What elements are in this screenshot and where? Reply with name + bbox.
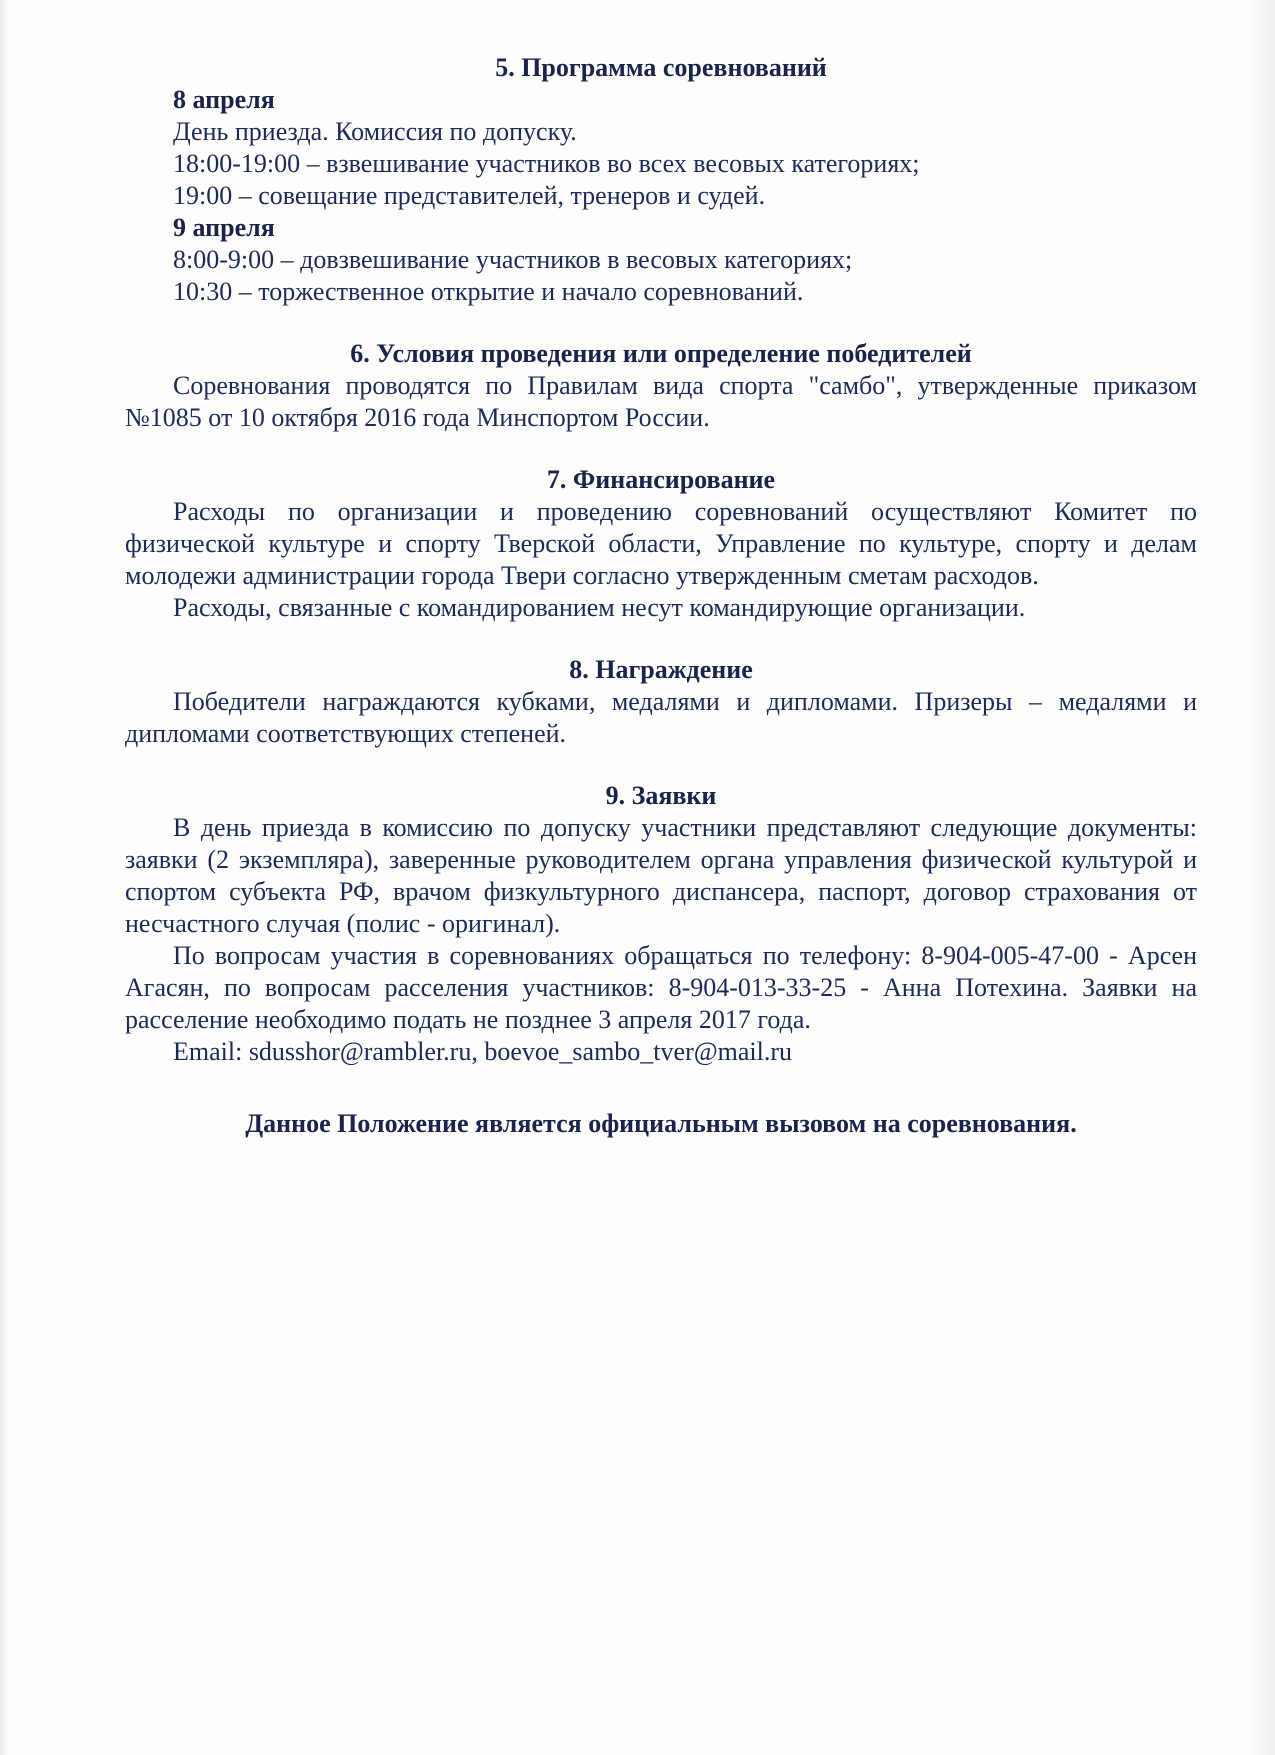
section-9-title: 9. Заявки — [605, 781, 717, 810]
section-5-title: 5. Программа соревнований — [495, 53, 827, 82]
scan-edge-right — [1249, 0, 1275, 1755]
section-6-title: 6. Условия проведения или определение победителей — [350, 339, 972, 368]
section-8-text: Победители награждаются кубками, медалями и дипломами. Призеры – медалями и дипломами соответствующих степеней. — [125, 687, 1197, 748]
schedule-line: 19:00 – совещание представителей, тренеров и судей. — [173, 181, 766, 210]
scan-edge-left — [0, 0, 8, 1755]
section-7-paragraph: Расходы, связанные с командированием несут командирующие организации. — [173, 593, 1026, 622]
section-9-paragraph: В день приезда в комиссию по допуску участники представляют следующие документы: заявки (2 экземпляра), заверенные руководителем органа управления физической культурой и спортом субъекта РФ, врачом физкультурного диспансера, паспорт, договор страхования от несчастного случая (полис - оригинал). — [125, 813, 1197, 938]
day-2-date: 9 апреля — [173, 213, 275, 242]
schedule-line: 10:30 – торжественное открытие и начало соревнований. — [173, 277, 804, 306]
section-9-paragraph: По вопросам участия в соревнованиях обращаться по телефону: 8-904-005-47-00 - Арсен Агасян, по вопросам расселения участников: 8-904-013-33-25 - Анна Потехина. Заявки на расселение необходимо подать не позднее 3 апреля 2017 года. — [125, 941, 1197, 1034]
schedule-line: 18:00-19:00 – взвешивание участников во всех весовых категориях; — [173, 149, 920, 178]
section-7-paragraph: Расходы по организации и проведению соревнований осуществляют Комитет по физической культуре и спорту Тверской области, Управление по культуре, спорту и делам молодежи администрации города Твери согласно утвержденным сметам расходов. — [125, 497, 1197, 590]
closing-statement: Данное Положение является официальным вызовом на соревнования. — [245, 1109, 1077, 1138]
document-page — [125, 52, 1197, 1140]
contact-email: Email: sdusshor@rambler.ru, boevoe_sambo_tver@mail.ru — [173, 1037, 793, 1066]
section-6-text: Соревнования проводятся по Правилам вида спорта "самбо", утвержденные приказом №1085 от 10 октября 2016 года Минспортом России. — [125, 371, 1197, 432]
section-7-title: 7. Финансирование — [546, 465, 776, 494]
day-1-date: 8 апреля — [173, 85, 275, 114]
schedule-line: День приезда. Комиссия по допуску. — [173, 117, 577, 146]
schedule-line: 8:00-9:00 – довзвешивание участников в весовых категориях; — [173, 245, 853, 274]
section-8-title: 8. Награждение — [569, 655, 753, 684]
